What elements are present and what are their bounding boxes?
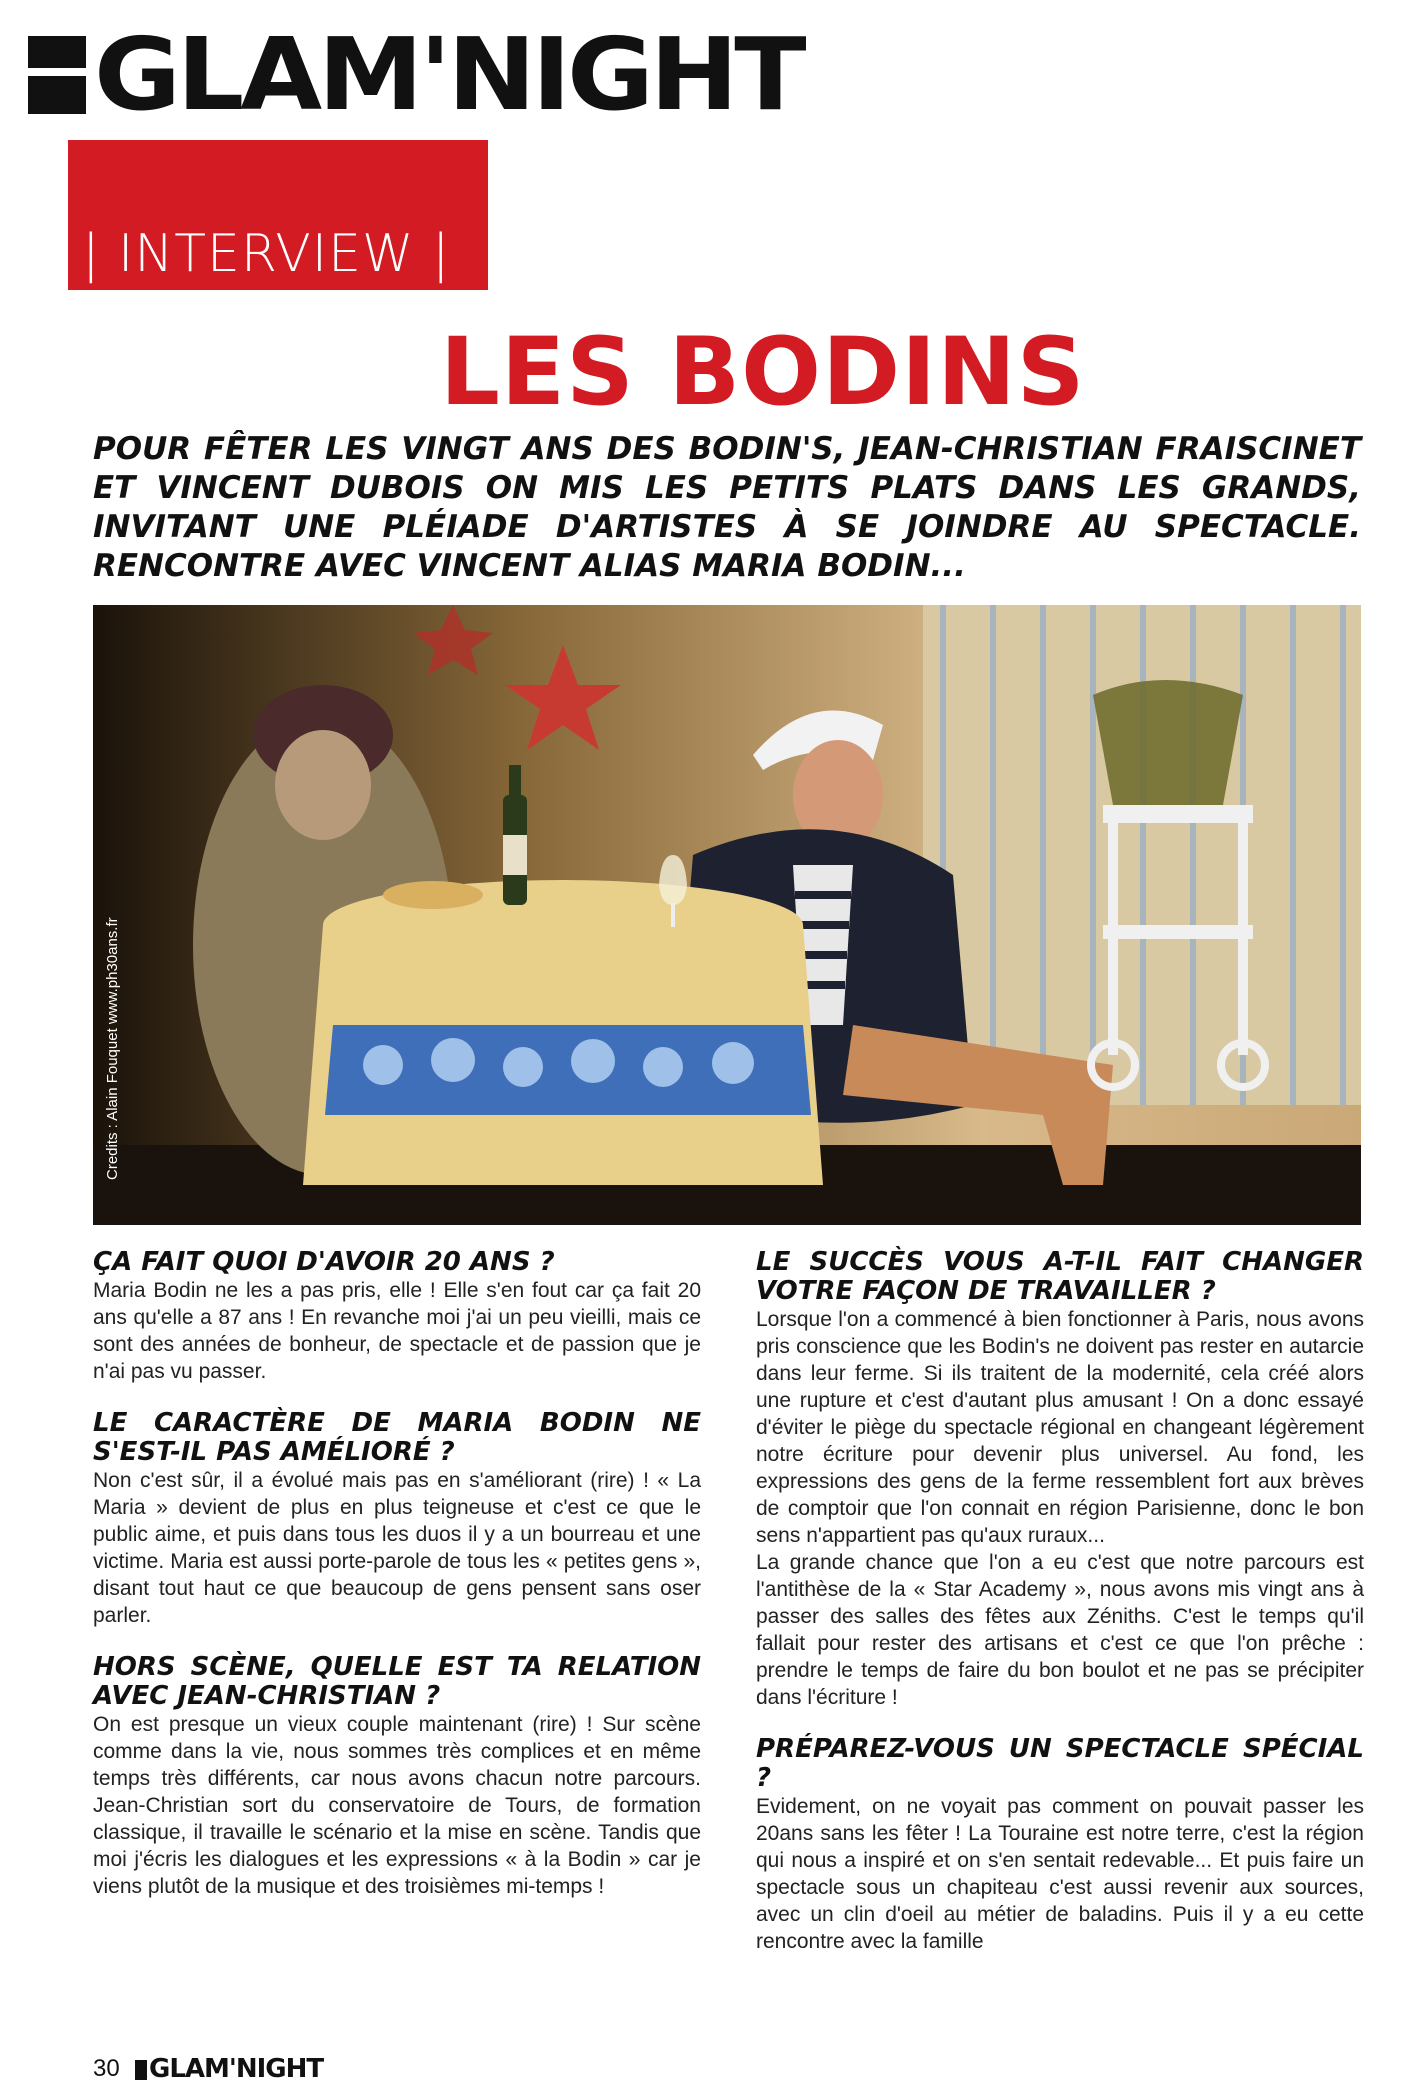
question-heading: LE CARACTÈRE DE MARIA BODIN NE S'EST-IL PAS AMÉLIORÉ ? [93, 1408, 701, 1467]
left-column [93, 1248, 701, 1924]
question-heading: HORS SCÈNE, QUELLE EST TA RELATION AVEC JEAN-CHRISTIAN ? [93, 1652, 701, 1711]
article-lead: POUR FÊTER LES VINGT ANS DES BODIN'S, JEAN-CHRISTIAN FRAISCINET ET VINCENT DUBOIS ON MIS LES PETITS PLATS DANS LES GRANDS, INVITANT UNE PLÉIADE D'ARTISTES À SE JOINDRE AU SPECTACLE. RENCONTRE AVEC VINCENT ALIAS MARIA BODIN... [93, 431, 1361, 584]
answer-paragraph: Non c'est sûr, il a évolué mais pas en s'améliorant (rire) ! « La Maria » devient de plus en plus teigneuse et c'est ce que le public aime, et puis dans tous les duos il y a un bourreau et une victime. Maria est aussi porte-parole de tous les « petites gens », disant tout haut ce que beaucoup de gens pensent sans oser parler. [93, 1469, 701, 1627]
page-number: 30 [93, 2055, 120, 2082]
section-rubric [68, 140, 488, 290]
footer-logo-bar [135, 2060, 147, 2080]
question-heading: PRÉPAREZ-VOUS UN SPECTACLE SPÉCIAL ? [756, 1734, 1364, 1793]
photo-credit: Credits : Alain Fouquet www.ph30ans.fr [104, 917, 121, 1180]
rubric-label: | INTERVIEW | [82, 224, 451, 284]
logo-bar-stripe [28, 68, 86, 76]
page-footer [93, 2054, 433, 2084]
question-heading: ÇA FAIT QUOI D'AVOIR 20 ANS ? [93, 1247, 555, 1277]
footer-magazine-name: GLAM'NIGHT [149, 2054, 324, 2084]
answer-paragraph: La grande chance que l'on a eu c'est que notre parcours est l'antithèse de la « Star Academy », nous avons mis vingt ans à passer des salles des fêtes aux Zéniths. C'est le temps qu'il fallait pour rester des artisans et c'est ce que l'on prêche : prendre le temps de faire du bon boulot et ne pas se précipiter dans l'écriture ! [756, 1551, 1364, 1709]
stage-photo [93, 605, 1361, 1225]
stage-photo-illustration [93, 605, 1361, 1225]
answer-paragraph: Maria Bodin ne les a pas pris, elle ! Elle s'en fout car ça fait 20 ans qu'elle a 87 ans ! En revanche moi j'ai un peu vieilli, mais ce sont des années de bonheur, de spectacle et de passion que je n'ai pas vu passer. [93, 1279, 701, 1383]
question-heading: LE SUCCÈS VOUS A-T-IL FAIT CHANGER VOTRE FAÇON DE TRAVAILLER ? [756, 1247, 1364, 1306]
answer-paragraph: Lorsque l'on a commencé à bien fonctionner à Paris, nous avons pris conscience que les Bodin's ne doivent pas rester en autarcie dans leur ferme. Si ils traitent de la modernité, cela créé alors une rupture et c'est d'autant plus amusant ! On a donc essayé d'éviter le piège du spectacle régional en changeant légèrement notre écriture pour devenir plus universel. Au fond, les expressions des gens de la ferme ressemblent fort aux brèves de comptoir que l'on connait en région Parisienne, donc le bon sens n'appartient pas qu'aux ruraux... [756, 1308, 1364, 1547]
article-title: LES BODINS [440, 318, 1086, 427]
masthead-logo [28, 16, 803, 134]
answer-paragraph: Evidement, on ne voyait pas comment on pouvait passer les 20ans sans les fêter ! La Touraine est notre terre, c'est la région qui nous a inspiré et on s'en sentait redevable... Et puis faire un spectacle sous un chapiteau c'est aussi revenir aux sources, avec un clin d'oeil au métier de baladins. Puis il y a eu cette rencontre avec la famille [756, 1795, 1364, 1953]
right-column [756, 1248, 1364, 1979]
answer-paragraph: On est presque un vieux couple maintenant (rire) ! Sur scène comme dans la vie, nous sommes très complices et en même temps très différents, car nous avons chacun notre parcours. Jean-Christian sort du conservatoire de Tours, de formation classique, il travaille le scénario et la mise en scène. Tandis que moi j'écris les dialogues et les expressions « à la Bodin » car je viens plutôt de la musique et des troisièmes mi-temps ! [93, 1713, 701, 1898]
magazine-name: GLAM'NIGHT [94, 16, 803, 133]
